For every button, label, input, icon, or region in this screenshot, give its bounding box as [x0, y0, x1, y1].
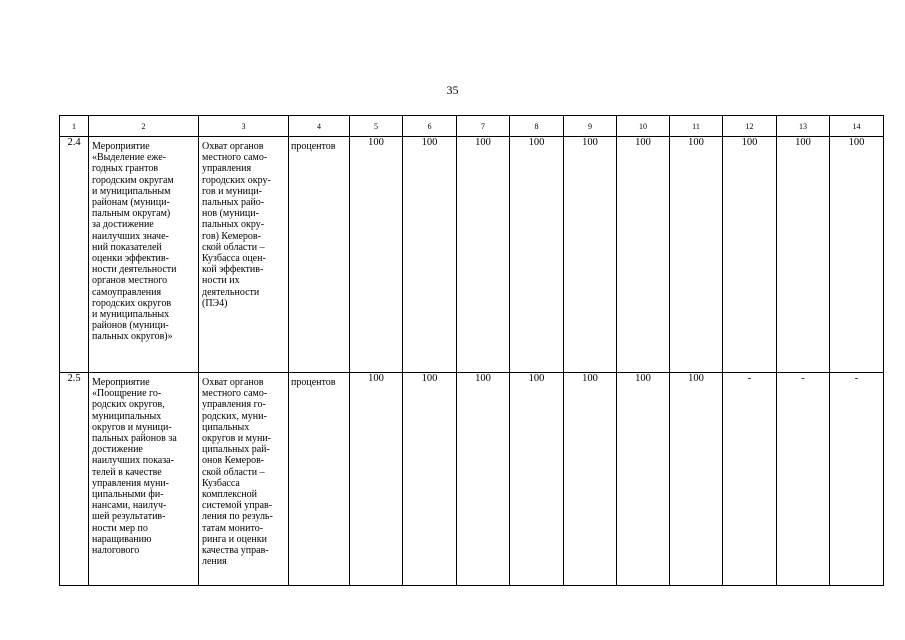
page-number: 35	[446, 83, 459, 97]
unit-cell	[289, 137, 350, 373]
table-header-row	[60, 116, 884, 137]
value-cell: 100	[617, 373, 670, 586]
header-cell: 11	[670, 116, 723, 137]
indicator-cell	[199, 137, 289, 373]
indicator-text: Охват органов местного само- управления городских окру- гов и муници- пальных райо- нов (муници- пальных окру- гов) Кемеров- ской области – Кузбасса оцен- кой эффектив- ности их деятельности (ПЭ4)	[202, 141, 271, 309]
table-row	[60, 373, 884, 586]
table-row	[60, 137, 884, 373]
value-cell: 100	[777, 137, 830, 373]
value-cell: 100	[510, 137, 564, 373]
value-cell: 100	[670, 373, 723, 586]
value-cell: 100	[403, 137, 457, 373]
indicator-cell	[199, 373, 289, 586]
indicator-text: Охват органов местного само- управления го- родских, муни- ципальных округов и муни- ципальных рай- онов Кемеров- ской области – Кузбасса комплексной системой управ- ления по резуль- татам монито- ринга и оценки качества управ- ления	[202, 377, 273, 568]
value-cell: 100	[830, 137, 884, 373]
row-number: 2.5	[60, 373, 89, 586]
header-cell: 8	[510, 116, 564, 137]
value-cell: -	[830, 373, 884, 586]
header-cell: 5	[350, 116, 403, 137]
unit-cell	[289, 373, 350, 586]
header-cell: 12	[723, 116, 777, 137]
value-cell: 100	[457, 373, 510, 586]
value-cell: 100	[564, 373, 617, 586]
header-cell: 14	[830, 116, 884, 137]
event-cell	[89, 137, 199, 373]
value-cell: 100	[617, 137, 670, 373]
data-table	[59, 115, 884, 586]
header-cell: 10	[617, 116, 670, 137]
value-cell: 100	[457, 137, 510, 373]
event-text: Мероприятие «Выделение еже- годных грантов городским округам и муниципальным районам (муници- пальным округам) за достижение наилучших значе- ний показателей оценки эффектив- ности деятельности органов местного самоуправления городских округов и муниципальных районов (муници- пальных округов)»	[92, 141, 177, 343]
value-cell: 100	[350, 373, 403, 586]
header-cell: 7	[457, 116, 510, 137]
header-cell: 2	[89, 116, 199, 137]
header-cell: 6	[403, 116, 457, 137]
unit-text: процентов	[291, 141, 336, 152]
value-cell: 100	[670, 137, 723, 373]
row-number: 2.4	[60, 137, 89, 373]
value-cell: 100	[510, 373, 564, 586]
header-cell: 9	[564, 116, 617, 137]
unit-text: процентов	[291, 377, 336, 388]
value-cell: 100	[723, 137, 777, 373]
value-cell: 100	[403, 373, 457, 586]
header-cell: 4	[289, 116, 350, 137]
header-cell: 3	[199, 116, 289, 137]
value-cell: -	[723, 373, 777, 586]
header-cell: 1	[60, 116, 89, 137]
event-text: Мероприятие «Поощрение го- родских округов, муниципальных округов и муници- пальных районов за достижение наилучших показа- телей в качестве управления муни- ципальными фи- нансами, наилуч- шей результатив- ности мер по наращиванию налогового	[92, 377, 177, 557]
value-cell: -	[777, 373, 830, 586]
value-cell: 100	[350, 137, 403, 373]
header-cell: 13	[777, 116, 830, 137]
value-cell: 100	[564, 137, 617, 373]
event-cell	[89, 373, 199, 586]
